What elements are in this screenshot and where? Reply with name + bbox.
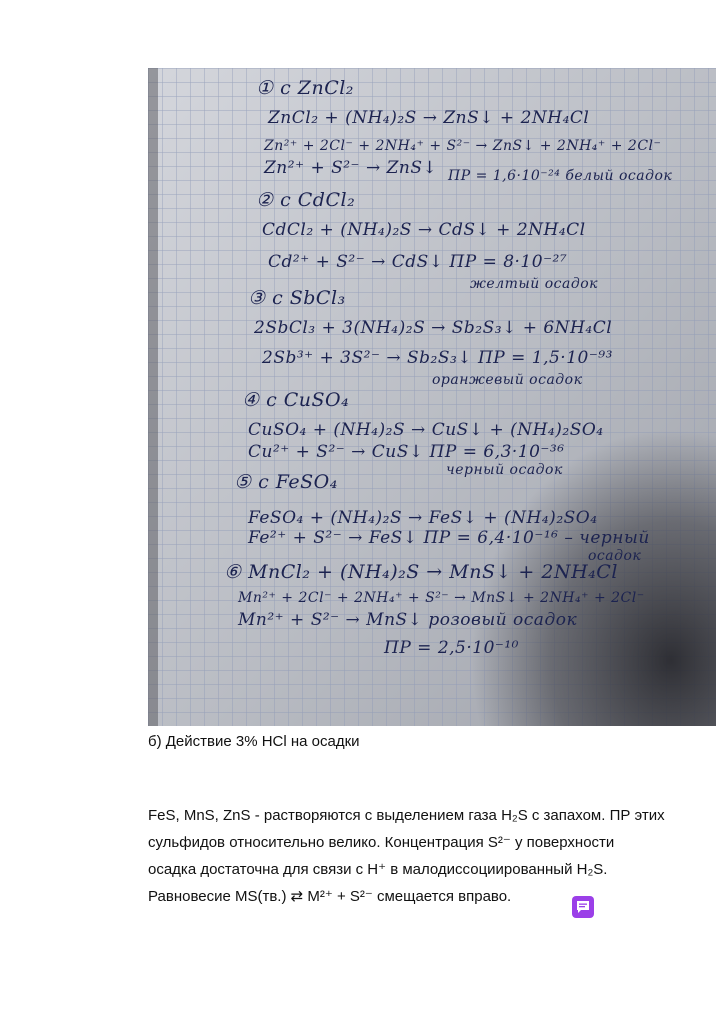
handwritten-line: 2SbCl₃ + 3(NH₄)₂S → Sb₂S₃↓ + 6NH₄Cl	[254, 318, 613, 338]
handwritten-line: FeSO₄ + (NH₄)₂S → FeS↓ + (NH₄)₂SO₄	[248, 508, 598, 528]
handwritten-line: осадок	[588, 548, 642, 564]
handwritten-line: Cd²⁺ + S²⁻ → CdS↓ ПР = 8·10⁻²⁷	[268, 252, 568, 272]
handwritten-line: черный осадок	[446, 462, 563, 478]
handwritten-line: Zn²⁺ + 2Cl⁻ + 2NH₄⁺ + S²⁻ → ZnS↓ + 2NH₄⁺ + 2Cl⁻	[264, 138, 662, 154]
handwritten-line: 2Sb³⁺ + 3S²⁻ → Sb₂S₃↓ ПР = 1,5·10⁻⁹³	[262, 348, 613, 368]
handwritten-line: Cu²⁺ + S²⁻ → CuS↓ ПР = 6,3·10⁻³⁶	[248, 442, 565, 462]
body-line: Равновесие MS(тв.) ⇄ M²⁺ + S²⁻ смещается вправо.	[148, 888, 512, 905]
handwritten-line: Mn²⁺ + 2Cl⁻ + 2NH₄⁺ + S²⁻ → MnS↓ + 2NH₄⁺ + 2Cl⁻	[238, 590, 645, 606]
handwritten-line: ③ c SbCl₃	[248, 287, 346, 309]
handwritten-line: оранжевый осадок	[432, 372, 583, 388]
handwritten-line: ZnCl₂ + (NH₄)₂S → ZnS↓ + 2NH₄Cl	[268, 108, 590, 128]
body-paragraph	[148, 802, 688, 910]
handwritten-line: ⑤ c FeSO₄	[234, 471, 338, 493]
handwritten-line: желтый осадок	[470, 276, 599, 292]
handwritten-line: CuSO₄ + (NH₄)₂S → CuS↓ + (NH₄)₂SO₄	[248, 420, 604, 440]
handwritten-line: ПР = 1,6·10⁻²⁴ белый осадок	[448, 168, 673, 184]
notebook-photo	[148, 68, 716, 726]
handwritten-line: Fe²⁺ + S²⁻ → FeS↓ ПР = 6,4·10⁻¹⁶ – черный	[248, 528, 650, 548]
section-subheading: б) Действие 3% HCl на осадки	[148, 733, 360, 750]
handwritten-line: ПР = 2,5·10⁻¹⁰	[384, 638, 519, 658]
handwritten-line: Mn²⁺ + S²⁻ → MnS↓ розовый осадок	[238, 610, 578, 630]
handwritten-line: Zn²⁺ + S²⁻ → ZnS↓	[264, 158, 438, 178]
comment-button[interactable]	[572, 896, 594, 918]
body-line: сульфидов относительно велико. Концентрация S²⁻ у поверхности	[148, 834, 615, 851]
handwritten-line: ② c CdCl₂	[256, 189, 356, 211]
body-line: FeS, MnS, ZnS - растворяются с выделением газа H₂S с запахом. ПР этих	[148, 807, 665, 824]
handwritten-line: CdCl₂ + (NH₄)₂S → CdS↓ + 2NH₄Cl	[262, 220, 586, 240]
handwritten-line: ⑥ MnCl₂ + (NH₄)₂S → MnS↓ + 2NH₄Cl	[224, 561, 618, 583]
handwritten-line: ① c ZnCl₂	[256, 77, 354, 99]
comment-icon	[576, 900, 590, 914]
body-line: осадка достаточна для связи с H⁺ в малодиссоциированный H₂S.	[148, 861, 608, 878]
handwritten-line: ④ c CuSO₄	[242, 389, 350, 411]
